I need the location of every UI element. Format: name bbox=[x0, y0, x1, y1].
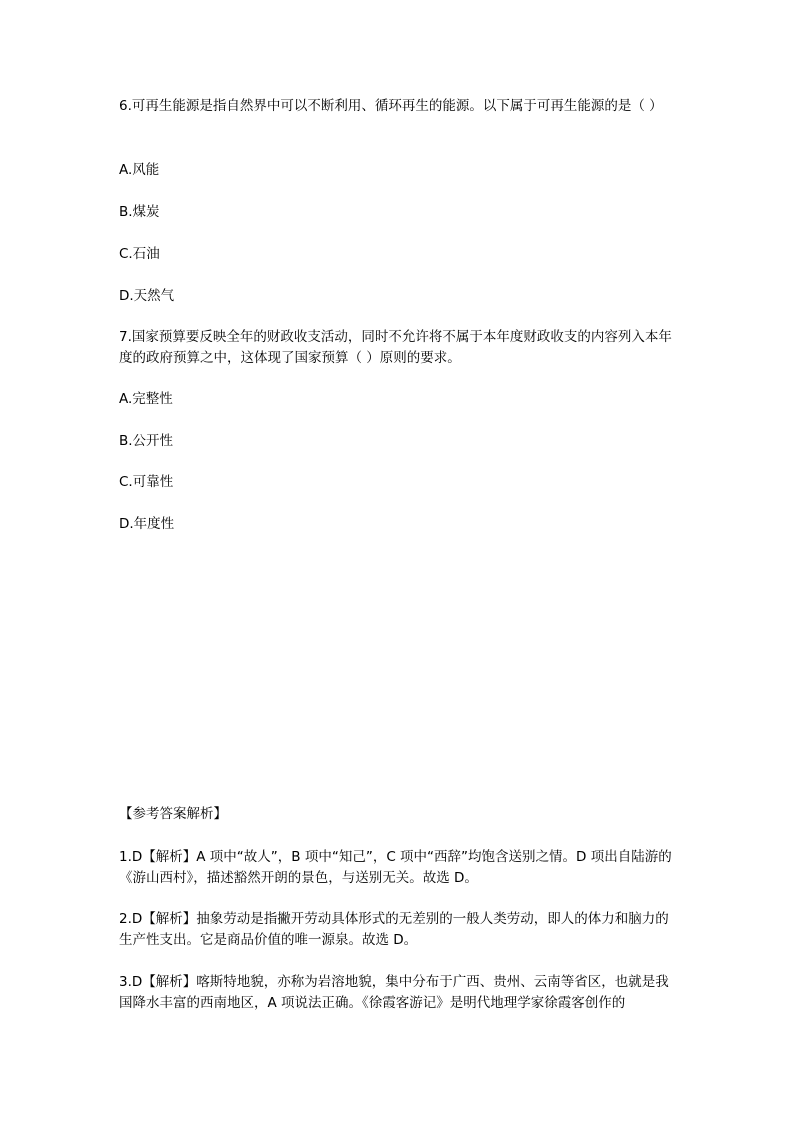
question-7-option-d: D.年度性 bbox=[119, 516, 175, 532]
question-6-stem: 6.可再生能源是指自然界中可以不断利用、循环再生的能源。以下属于可再生能源的是（ ） bbox=[119, 98, 663, 114]
question-7-option-c: C.可靠性 bbox=[119, 474, 174, 490]
answer-explanation-2: 2.D【解析】抽象劳动是指撇开劳动具体形式的无差别的一般人类劳动，即人的体力和脑力的生产性支出。它是商品价值的唯一源泉。故选 D。 bbox=[119, 911, 669, 948]
answer-explanation-1: 1.D【解析】A 项中“故人”，B 项中“知己”，C 项中“西辞”均饱含送别之情。D 项出自陆游的《游山西村》，描述豁然开朗的景色，与送别无关。故选 D。 bbox=[119, 849, 672, 886]
question-6-option-a: A.风能 bbox=[119, 162, 160, 178]
question-7-option-a: A.完整性 bbox=[119, 391, 173, 407]
answer-explanation-3: 3.D【解析】喀斯特地貌，亦称为岩溶地貌，集中分布于广西、贵州、云南等省区，也就是我国降水丰富的西南地区，A 项说法正确。《徐霞客游记》是明代地理学家徐霞客创作的 bbox=[119, 974, 669, 1011]
question-6-option-d: D.天然气 bbox=[119, 288, 175, 304]
question-7-stem: 7.国家预算要反映全年的财政收支活动，同时不允许将不属于本年度财政收支的内容列入本年度的政府预算之中，这体现了国家预算（ ）原则的要求。 bbox=[119, 329, 672, 366]
question-7-option-b: B.公开性 bbox=[119, 433, 174, 449]
question-6-option-c: C.石油 bbox=[119, 246, 160, 262]
answer-section-heading: 【参考答案解析】 bbox=[119, 806, 227, 822]
question-6-option-b: B.煤炭 bbox=[119, 204, 160, 220]
